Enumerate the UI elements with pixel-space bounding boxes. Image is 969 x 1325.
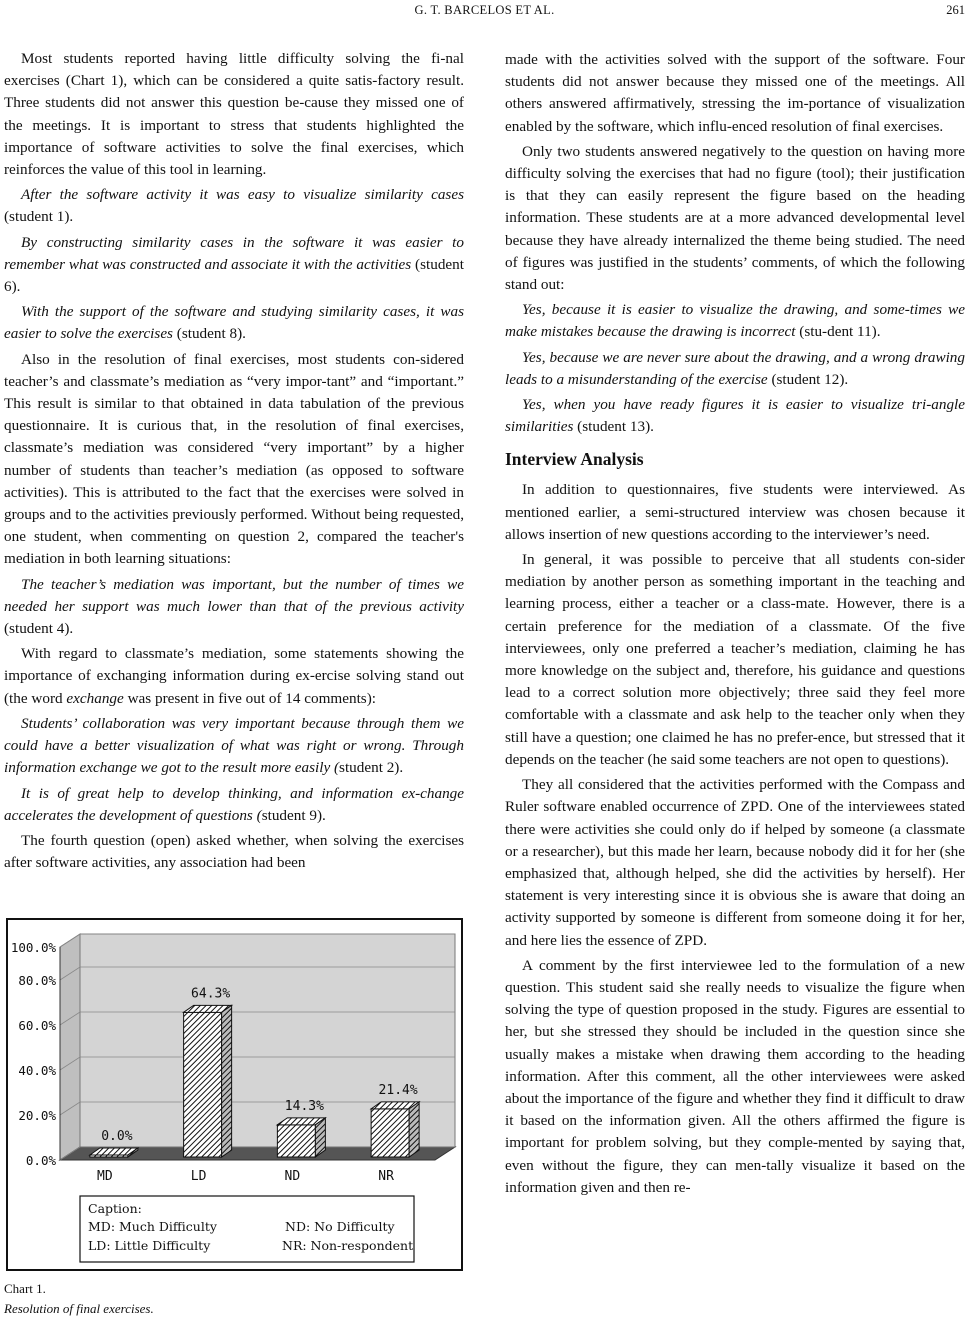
quote-text: Students’ collaboration was very important because through them we could have a better visualization of what was right or wrong. Through information exchange we got to the result more easily ( <box>4 714 464 777</box>
paragraph-text: was present in five out of 14 comments): <box>123 689 376 707</box>
caption-label: Chart 1. <box>4 1281 46 1296</box>
quotation <box>4 232 464 299</box>
quote-attribution: (student 12). <box>767 370 849 388</box>
y-tick-label: 0.0% <box>25 1153 56 1168</box>
quote-text: With the support of the software and studying similarity cases, it was easier to solve the exercises <box>4 303 464 343</box>
quote-attribution: student 2). <box>339 759 404 777</box>
x-category-label: NR <box>378 1169 394 1184</box>
quotation <box>505 347 965 391</box>
quote-attribution: (student 8). <box>172 325 246 343</box>
data-label: 21.4% <box>378 1082 418 1098</box>
paragraph-text: With regard to classmate’s mediation, some statements showing the importance of exchanging information during ex-ercise solving stand out (the word <box>4 645 464 707</box>
legend-title: Caption: <box>88 1201 142 1216</box>
chart-figure <box>6 918 463 1271</box>
bar-chart <box>8 920 461 1269</box>
section-heading: Interview Analysis <box>505 449 644 470</box>
bar-front <box>371 1109 409 1157</box>
page-header <box>0 0 969 20</box>
quote-text: After the software activity it was easy to visualize similarity cases <box>21 186 464 204</box>
bar-side <box>409 1102 419 1157</box>
body-paragraph: They all considered that the activities performed with the Compass and Ruler software enabled occurrence of ZPD. One of the interviewees stated there were activities she could only do if helped by someone (a classmate or a researcher), but this made her learn, because nobody did it for her (she emphasized that, although helped, she did the activities by herself). Her statement is very interesting since it is obvious she is aware that doing an activity supported by someone is different from someone doing it for her, and here lies the essence of ZPD. <box>505 776 965 949</box>
page-number: 261 <box>946 3 965 17</box>
bar-ld <box>184 1005 232 1157</box>
legend-entry: LD: Little Difficulty <box>88 1238 211 1253</box>
plot-side-wall <box>60 934 80 1160</box>
bar-nd <box>277 1118 325 1157</box>
x-category-label: MD <box>97 1169 113 1184</box>
x-category-label: LD <box>190 1169 207 1184</box>
quote-attribution: student 9). <box>261 806 326 824</box>
y-tick-label: 60.0% <box>18 1018 56 1033</box>
quotation <box>4 301 464 345</box>
quote-text: Yes, because it is easier to visualize the drawing, and some-times we make mistakes because the drawing is incorrect <box>505 301 965 341</box>
data-label: 14.3% <box>284 1098 324 1114</box>
quotation <box>505 394 965 438</box>
data-label: 0.0% <box>101 1129 133 1144</box>
body-paragraph: A comment by the first interviewee led to the formulation of a new question. This student said she really needs to visualize the figure when solving the type of question proposed in the study. Figures are essential to her, but she stressed they should be included in the question since she usually makes a mistake when drawing them according to the heading information. After this comment, all the other interviewees were asked about the importance of the figure and whether they find it difficult to draw it based on the information given. All the others affirmed the figure is important for problem solving, but they comple-mented by saying that, even without the figure, they can men-tally visualize it based on the information given and then re- <box>505 956 965 1196</box>
body-paragraph: Only two students answered negatively to the question on having more difficulty solving the exercises that had no figure (tool); their justification is that they can easily represent the figure based on the heading information. These students are at a more advanced developmental level because they have already internalized the theme being studied. The need of figures was justified in the students’ comments, of which the following stand out: <box>505 142 965 294</box>
quotation <box>4 184 464 228</box>
legend-entry: NR: Non-respondent <box>282 1238 414 1253</box>
bar-front <box>277 1125 315 1157</box>
figure-caption <box>4 1279 154 1319</box>
quote-text: By constructing similarity cases in the software it was easier to remember what was constructed and associate it with the activities <box>4 233 464 273</box>
body-paragraph: The fourth question (open) asked whether, when solving the exercises after software activities, any association had been <box>4 831 464 872</box>
running-head: G. T. BARCELOS ET AL. <box>414 3 555 17</box>
y-tick-label: 100.0% <box>10 940 56 955</box>
bar-side <box>222 1005 232 1157</box>
y-tick-label: 80.0% <box>18 973 56 988</box>
continued-paragraph: made with the activities solved with the support of the software. Four students did not answer because they missed one of the meetings. All others answered affirmatively, stressing the im-portance of visualization enabled by the software, which influ-enced resolution of final exercises. <box>505 51 965 135</box>
y-tick-label: 40.0% <box>18 1063 56 1078</box>
quote-attribution: (student 1). <box>4 208 74 226</box>
quote-attribution: (student 4). <box>4 620 74 638</box>
bar-md <box>90 1148 138 1157</box>
right-column <box>505 49 965 1202</box>
quote-attribution: (stu-dent 11). <box>795 323 881 341</box>
y-tick-label: 20.0% <box>18 1108 56 1123</box>
quote-text: The teacher’s mediation was important, but the number of times we needed her support was much lower than that of the previous activity <box>4 575 464 615</box>
quote-attribution: (student 6). <box>4 255 464 296</box>
bar-side <box>315 1118 325 1157</box>
left-column <box>4 48 464 877</box>
body-paragraph: Also in the resolution of final exercises, most students con-sidered teacher’s and classmate’s mediation as “very impor-tant” and “important.” This result is similar to that obtained in data tabulation of the previous questionnaire. It is curious that, in the resolution of final exercises, classmate’s mediation was considered “very important” by a higher number of students than teacher’s mediation (as opposed to software activities). This is attributed to the fact that the exercises were solved in groups and to the activities previously performed. Without being requested, one student, when commenting on question 2, compared the teacher's mediation in both learning situations: <box>4 350 464 568</box>
quotation <box>505 299 965 343</box>
body-paragraph: In addition to questionnaires, five students were interviewed. As mentioned earlier, a semi-structured interview was chosen because it allows insertion of new questions according to the interviewer’s need. <box>505 481 965 543</box>
bar-front <box>184 1012 222 1157</box>
quotation <box>4 783 464 827</box>
quote-text: Yes, because we are never sure about the drawing, and a wrong drawing leads to a misunderstanding of the exercise <box>505 348 965 388</box>
quotation <box>4 713 464 780</box>
caption-title: Resolution of final exercises. <box>4 1301 154 1316</box>
emphasized-word: exchange <box>66 689 124 707</box>
x-category-label: ND <box>284 1169 301 1184</box>
legend-entry: MD: Much Difficulty <box>88 1219 217 1234</box>
body-paragraph: In general, it was possible to perceive that all students con-sider mediation by another person as something important in the teaching and learning process, either a teacher or a class-mate. However, there is a certain preference for the mediation of a classmate. Of the five interviewees, only one preferred a teacher’s mediation, claiming he has more knowledge on the subject and, therefore, his guidance and questions lead to a correct solution more objectively; three said they feel more comfortable with a classmate and ask help to the teacher only when they still have a question; one claimed he has no prefer-ence, but stressed that it depends on the teacher (he said some teachers are not open to questions). <box>505 551 965 768</box>
legend-entry: ND: No Difficulty <box>285 1219 395 1234</box>
body-paragraph <box>4 643 464 710</box>
quote-attribution: (student 13). <box>573 418 654 436</box>
bar-nr <box>371 1102 419 1157</box>
body-paragraph: Most students reported having little difficulty solving the fi-nal exercises (Chart 1), which can be considered a quite satis-factory result. Three students did not answer this question be-cause they missed one of the meetings. It is important to stress that students highlighted the importance of software activities to solve the final exercises, which reinforces the value of this tool in learning. <box>4 50 464 179</box>
data-label: 64.3% <box>191 986 231 1002</box>
quotation <box>4 574 464 641</box>
quote-text: It is of great help to develop thinking, and information ex-change accelerates the development of questions ( <box>4 784 464 824</box>
quote-text: Yes, when you have ready figures it is easier to visualize tri-angle similarities <box>505 396 965 436</box>
